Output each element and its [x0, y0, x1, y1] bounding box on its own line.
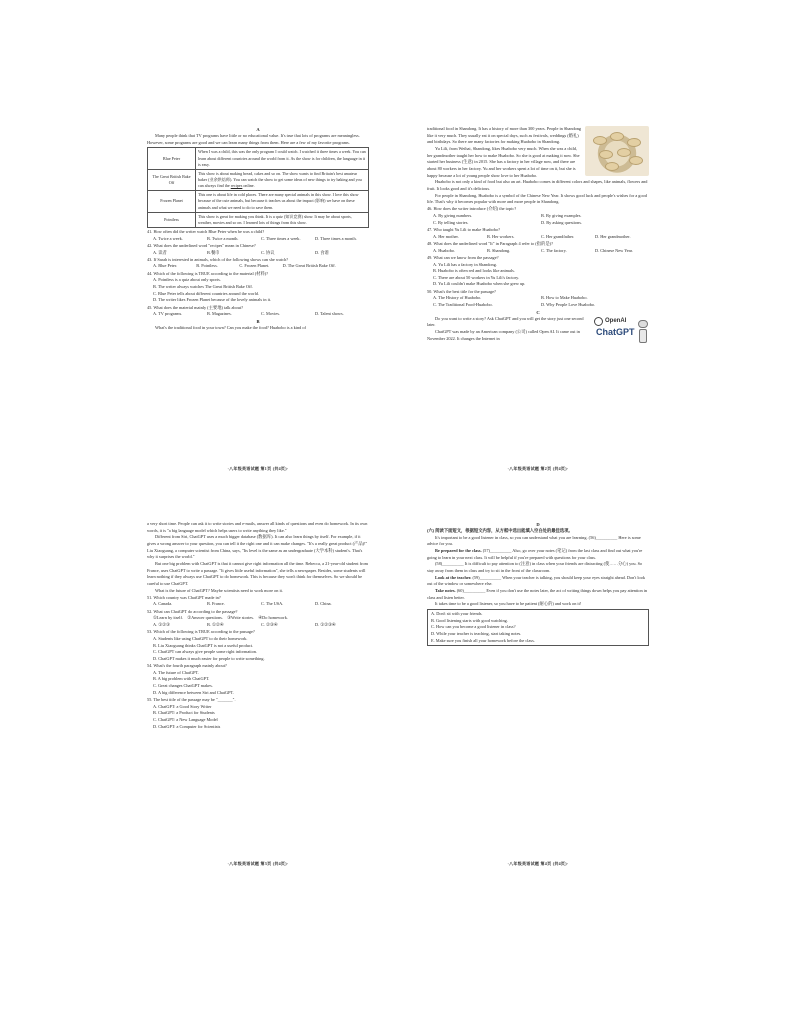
option: C. Great changes ChatGPT makes.	[153, 683, 213, 689]
option: A. Blue Peter.	[153, 263, 178, 269]
option: A. ChatGPT: a Good Story Writer	[153, 703, 212, 709]
question-52	[147, 609, 369, 629]
page-4	[427, 521, 649, 866]
question-stem: 46. How does the writer introduce (介绍) the topic?	[427, 206, 517, 212]
option: C. Movies.	[261, 311, 280, 317]
option: D. Why People Love Huabobo.	[541, 302, 596, 308]
program-description	[196, 169, 369, 190]
paragraph: Do you want to write a story? Ask ChatGPT and you will get the story just one second later.	[427, 315, 584, 328]
paragraph: For people in Shandong, Huabobo is a symbol of the Chinese New Year. It shows good luck and people's wishes for a good life. That's why it becomes popular with more and more people in Shandong.	[427, 192, 647, 205]
page-footer: ·八年级英语试题 第1页 (共4页)·	[227, 465, 289, 471]
chatgpt-logo	[593, 316, 649, 346]
option: A. Twice a week.	[153, 235, 183, 241]
option: A. Pointless is a quiz about only sports.	[153, 277, 221, 283]
option: D. Yu Lili couldn't make Huabobo when she grew up.	[433, 281, 526, 287]
huabobo-image	[585, 126, 649, 176]
choice-item: C. How can you become a good listener in class?	[431, 624, 516, 630]
question-stem: 54. What's the fourth paragraph mainly about?	[147, 663, 227, 669]
choice-item: A. Don't sit with your friends.	[431, 610, 483, 616]
paragraph: But one big problem with ChatGPT is that it cannot give right information all the time. Rebecca, a 21-year-old student from France, uses ChatGPT to write a passage. "It gives little useful information", she tells a newspaper. Besides, some students will learn nothing if they always use ChatGPT to do homework. This is because they won't think for themselves. So we should be careful to use ChatGPT.	[147, 560, 368, 586]
option: B. Her workers.	[487, 233, 515, 239]
paragraph	[427, 588, 649, 601]
programs-table	[147, 147, 369, 228]
question-46	[427, 206, 649, 226]
page-footer: ·八年级英语试题 第3页 (共4页)·	[227, 860, 289, 866]
option: D. ①②③④	[315, 622, 336, 628]
options-row	[147, 622, 369, 629]
option: A. By giving numbers.	[433, 213, 473, 219]
table-row	[148, 148, 369, 169]
question-49	[427, 255, 649, 288]
option: D. China.	[315, 601, 332, 607]
program-name: The Great British Bake Off	[148, 169, 196, 190]
option: B. The writer always watches The Great British Bake Off.	[153, 284, 253, 289]
question-43	[147, 257, 369, 270]
option: D. A big difference between Siri and ChatGPT.	[153, 689, 234, 695]
option: A. Her mother.	[433, 233, 459, 239]
question-42	[147, 243, 369, 256]
paragraph: (58)__________ It is difficult to pay attention to (注意) in class when your friends are distracting (使……分心) you. So stay away from them in class and try to sit in the front of the classroom.	[427, 561, 643, 574]
paragraph: What is the future of ChatGPT? Maybe scientists need to work more on it.	[155, 587, 283, 593]
option: A. Canada.	[153, 601, 173, 607]
subheading: Be prepared for the class.	[435, 548, 482, 554]
option: D. ChatGPT: a Computer for Scientists	[153, 723, 221, 729]
options-row	[147, 263, 369, 270]
options-row	[427, 248, 649, 255]
option: C. Frozen Planet.	[239, 263, 270, 269]
choice-item: B. Good listening starts with good watching.	[431, 617, 508, 623]
option: D. By asking questions.	[541, 219, 582, 225]
option: B. ChatGPT: a Product for Students	[153, 710, 215, 716]
options-row	[147, 601, 369, 608]
choice-item: E. Make sure you finish all your homework before the class.	[431, 637, 535, 643]
subheading: Take notes.	[435, 588, 456, 594]
option: B. A big problem with ChatGPT.	[153, 676, 210, 682]
intro-paragraph: Many people think that TV programs have little or no educational value. It's true that lots of programs are meaningless. However, some programs are good and we can learn many things from them. Here are a few of my favorite programs.	[147, 133, 360, 145]
question-47	[427, 227, 649, 240]
robot-icon	[637, 320, 649, 344]
option: B. ①②④	[207, 622, 224, 628]
choice-item: D. While your teacher is teaching, start taking notes.	[431, 630, 522, 636]
question-stem: 41. How often did the writer watch Blue Peter when he was a child?	[147, 228, 265, 234]
program-description: This one is about life in cold places. There are many special animals in this show. I love this show because of the cute animals, but because it teaches us about the impact (影响) we have on these animals and what we need to do to save them.	[196, 191, 369, 212]
option: A. Students like using ChatGPT to do their homework.	[153, 635, 248, 641]
paragraph: ChatGPT was made by an American company (公司) called Open AI. It came out in November 2022. It changes the Internet in	[427, 329, 580, 341]
page-1	[147, 126, 369, 471]
openai-wordmark: OpenAI	[605, 317, 627, 324]
question-stem: 53. Which of the following is TRUE according to the passage?	[147, 629, 255, 635]
question-items: ①Learn by itself. ②Answer questions. ③Write stories. ④Do homework.	[153, 615, 288, 621]
question-stem: 42. What does the underlined word "recipes" mean in Chinese?	[147, 242, 256, 248]
options-row	[427, 234, 649, 241]
option: A. The History of Huabobo.	[433, 295, 482, 301]
page-3	[147, 521, 369, 866]
option: D. ChatGPT makes it much easier for people to write something.	[153, 655, 265, 661]
option: C. There are about 50 workers in Yu Lili's factory.	[433, 274, 520, 280]
program-name: Pointless	[148, 212, 196, 227]
page-footer: ·八年级英语试题 第4页 (共4页)·	[507, 860, 569, 866]
underlined-word: recipes	[230, 183, 243, 189]
options-row	[427, 220, 649, 227]
option: A. Yu Lili has a factory in Shandong.	[433, 261, 497, 267]
question-stem: 44. Which of the following is TRUE according to the material (材料)?	[147, 270, 269, 276]
option: B. Huabobo is often red and looks like animals.	[433, 268, 515, 274]
paragraph: traditional food in Shandong. It has a history of more than 300 years. People in Shandong like it very much. They usually eat it on special days, such as festivals, weddings (婚礼) and birthdays. So there are many factories for making Huabobo in Shandong.	[427, 126, 582, 145]
option: D. The Great British Bake Off.	[282, 263, 336, 269]
question-51	[147, 595, 369, 608]
option: B.餐巾	[207, 249, 220, 255]
option: C. ChatGPT: a New Language Model	[153, 717, 218, 722]
question-54	[147, 663, 369, 696]
description-text: online.	[242, 183, 255, 189]
option: B. France.	[207, 601, 225, 607]
option: C. 协议	[261, 249, 275, 255]
program-name: Blue Peter	[148, 148, 196, 169]
options-row	[147, 236, 369, 243]
section-d-heading: D	[536, 522, 540, 527]
option: B. Shandong.	[487, 247, 511, 253]
option: A. Huabobo.	[433, 247, 456, 253]
option: D. Her grandmother.	[595, 233, 631, 239]
option: B. Pointless.	[196, 263, 218, 269]
question-55	[147, 697, 369, 730]
paragraph-text: (57)__________ Also, go over your notes (笔记) from the last class and find out what you're going to learn in your next class. It will be helpful if you're prepared with questions for your class.	[427, 548, 643, 560]
option: A. 读者	[153, 249, 167, 255]
table-row	[148, 169, 369, 190]
program-description: This show is great for making you think. It is a quiz (知识竞赛) show. It may be about sports, weather, movies and so on. I learned lots of things from this show.	[196, 212, 369, 227]
question-48	[427, 241, 649, 254]
paragraph: Yu Lili, from Weihai, Shandong, likes Huabobo very much. When she was a child, her grandmother taught her how to make Huabobo. So she is good at making it now. She started her business (生意) in 2015. She has a factory in her village now, and there are about 80 workers in her factory. Yu and her workers spent a lot of time on it, but she is happy because a lot of young people show love to her Huabobo.	[427, 145, 580, 178]
option: B. Magazines.	[207, 311, 232, 317]
section-a-heading: A	[256, 127, 260, 132]
question-45	[147, 305, 369, 318]
question-stem: 48. What does the underlined word "It" in Paragraph 4 refer to (指的是)?	[427, 240, 553, 246]
table-row	[148, 212, 369, 227]
question-stem: 43. If Sarah is interested in animals, which of the following shows can she watch?	[147, 256, 289, 262]
option: C. ②③④	[261, 622, 278, 628]
options-row	[427, 213, 649, 220]
option: C. The Traditional Food-Huabobo.	[433, 302, 493, 308]
question-44	[147, 271, 369, 304]
option: A. TV programs.	[153, 311, 183, 317]
option: C. ChatGPT can always give people some right information.	[153, 649, 257, 655]
option: D. Chinese New Year.	[595, 247, 633, 253]
table-row	[148, 191, 369, 212]
question-stem: 52. What can ChatGPT do according to the passage?	[147, 608, 238, 614]
openai-icon	[594, 317, 603, 326]
question-stem: 47. Who taught Yu Lili to make Huabobo?	[427, 227, 501, 233]
options-row	[147, 311, 369, 318]
paragraph	[427, 548, 649, 561]
page-footer: ·八年级英语试题 第2页 (共4页)·	[507, 465, 569, 471]
section-b-heading: B	[256, 318, 260, 324]
options-row	[427, 302, 649, 309]
paragraph-text: (59)__________ When your teacher is talking, you should keep your eyes straight ahead. Don't look out of the window or somewhere else.	[427, 574, 645, 587]
choices-box	[427, 609, 649, 646]
question-50	[427, 289, 649, 309]
paragraph: a very short time. People can ask it to write stories and e-mails, answer all kinds of questions and even do homework. In its own words, it is "a big language model which helps users to write anything they like."	[147, 521, 368, 533]
option: C. The factory.	[541, 247, 567, 253]
paragraph: It takes time to be a good listener, so you have to be patient (耐心的) and work on it!	[435, 601, 582, 607]
option: C. Her grandfather.	[541, 233, 575, 239]
option: B. Twice a month.	[207, 235, 239, 241]
option: D. The writer likes Frozen Planet because of the lovely animals in it.	[153, 297, 272, 303]
chatgpt-wordmark: ChatGPT	[596, 326, 635, 337]
option: A. ①②③	[153, 622, 170, 628]
program-name: Frozen Planet	[148, 191, 196, 212]
option: A. The future of ChatGPT.	[153, 669, 199, 675]
page-2	[427, 126, 649, 471]
question-stem: 49. What can we know from the passage?	[427, 254, 499, 260]
section-c-heading: C	[536, 309, 540, 315]
subheading: Look at the teacher.	[435, 574, 472, 580]
question-41	[147, 229, 369, 242]
question-stem: 51. Which country was ChatGPT made in?	[147, 594, 221, 600]
option: C. The USA.	[261, 601, 284, 607]
option: B. How to Make Huabobo.	[541, 295, 588, 301]
option: D. Three times a month.	[315, 235, 357, 241]
option: D. Talent shows.	[315, 311, 344, 317]
option: D. 食谱	[315, 249, 329, 255]
program-description: When I was a child, this was the only program I could watch. I watched it three times a week. You can learn about different countries around the world from it. As the show is for children, the language in it is easy.	[196, 148, 369, 169]
b-intro-paragraph: What's the traditional food in your town? Can you make the food? Huabobo is a kind of	[155, 324, 306, 330]
paragraph	[427, 575, 649, 588]
question-stem: 55. The best title of the passage may be "_______".	[147, 697, 236, 703]
options-row	[147, 250, 369, 257]
question-53	[147, 629, 369, 662]
option: B. Liu Xiaoguang thinks ChatGPT is not a useful product.	[153, 642, 254, 648]
option: C. Blue Peter tells about different countries around the world.	[153, 290, 260, 296]
description-text: This show is about making bread, cakes and so on. The show wants to find Britain's best amateur baker (业余烘焙师). You can watch the show to get some ideas of new things to try baking and you can always find the	[198, 170, 362, 189]
paragraph: Huabobo is not only a kind of food but also an art. Huabobo comes in different colors and shapes, like animals, flowers and fruit. It looks good and it's delicious.	[427, 179, 648, 191]
option: C. By telling stories.	[433, 219, 469, 225]
paragraph: Different from Siri, ChatGPT uses a much bigger database (数据库). It can also learn things by itself. For example, if it gives a wrong answer to your question, you can tell it the right one and it can make changes. "It's a really great product (产品)!" Liu Xiaoguang, a computer scientist from China, says, "Its level is the same as an undergraduate (大学本科) student's. That's why it surprises the world."	[147, 534, 368, 560]
option: B. By giving examples.	[541, 213, 582, 219]
question-stem: 50. What's the best title for the passage?	[427, 288, 496, 294]
option: C. Three times a week.	[261, 235, 301, 241]
paragraph: It's important to be a good listener in class, so you can understand what you are learning. (56)__________ Here is some advice for you.	[427, 534, 641, 547]
options-row	[427, 295, 649, 302]
paragraph-text: (60)__________ Even if you don't use the notes later, the act of writing things down helps you pay attention in class and listen better.	[427, 588, 648, 600]
section-instruction: (六) 阅读下面短文，根据短文内容，从方框中选出能填入空白处的最佳选项。	[427, 528, 573, 534]
question-stem: 45. What does the material mainly (主要地) talk about?	[147, 304, 243, 310]
